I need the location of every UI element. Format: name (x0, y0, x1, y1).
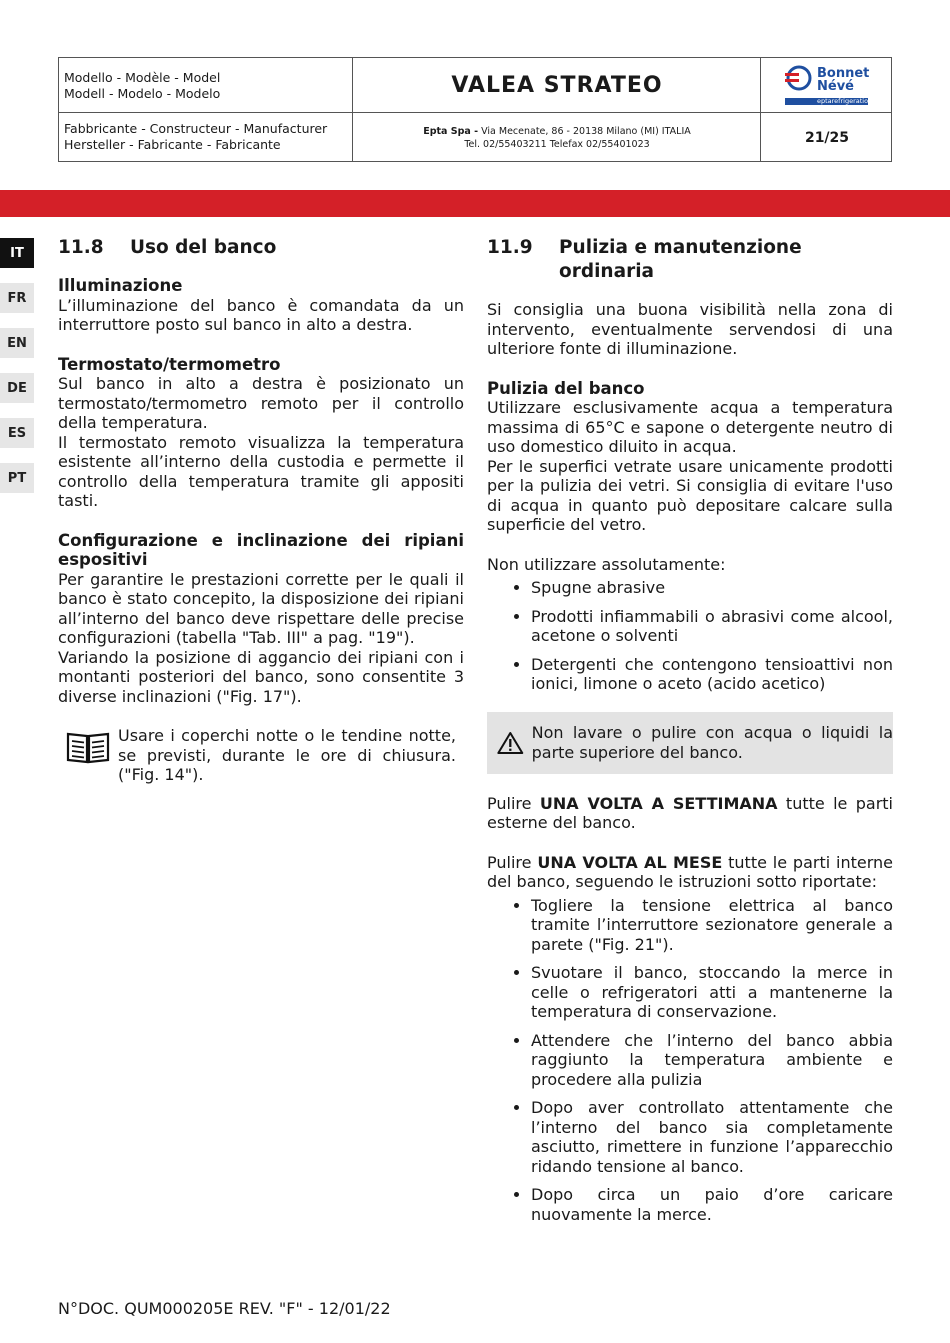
list-item: • Svuotare il banco, stoccando la merce in celle o refrigeratori atti a mantenerne la temperatura di conservazione. (531, 963, 893, 1022)
model-name: VALEA STRATEO (451, 72, 663, 98)
manufacturer-phone: Tel. 02/55403211 Telefax 02/55401023 (464, 138, 650, 150)
section-title-line: Pulizia e manutenzione (559, 237, 802, 258)
paragraph: Per garantire le prestazioni corrette per le quali il banco è stato concepito, la disposizione dei ripiani all’interno del banco deve rispettare delle precise configurazioni (tabella "Tab. III" a pag. "19"). (58, 569, 464, 647)
procedure-list (487, 896, 893, 1225)
text-run: tutte le parti esterne del banco. (487, 793, 894, 832)
subheading: Illuminazione (58, 276, 183, 295)
list-item: • Dopo aver controllato attentamente che l’interno del banco sia completamente asciutto, rimettere in funzione l’apparecchio ridando tensione al banco. (531, 1098, 893, 1176)
text-run: Pulire (487, 852, 538, 872)
emphasis: UNA VOLTA AL MESE (537, 852, 723, 872)
manufacturer-info (353, 113, 761, 162)
paragraph: Variando la posizione di aggancio dei ripiani con i montanti posteriori del banco, sono consentite 3 diverse inclinazioni ("Fig. 17"). (58, 647, 464, 706)
tab-fr[interactable]: FR (0, 283, 34, 313)
section-number: 11.9 (487, 237, 533, 258)
warning-box (487, 712, 893, 774)
list-item: • Attendere che l’interno del banco abbia raggiunto la temperatura ambiente e procedere alla pulizia (531, 1031, 893, 1090)
warning-text: Non lavare o pulire con acqua o liquidi la parte superiore del banco. (531, 723, 893, 762)
subheading: Configurazione e inclinazione dei ripiani espositivi (58, 530, 464, 569)
manufacturer-label-line: Fabbricante - Constructeur - Manufacturer (64, 121, 328, 136)
red-banner (0, 190, 950, 217)
prohibited-list (487, 578, 893, 694)
section-heading (487, 236, 893, 284)
paragraph (487, 853, 893, 892)
language-tabs (0, 238, 34, 508)
list-item: • Dopo circa un paio d’ore caricare nuovamente la merce. (531, 1185, 893, 1224)
manufacturer-company: Epta Spa - (423, 125, 479, 137)
header-table (58, 57, 892, 162)
model-label-line: Modello - Modèle - Model (64, 70, 221, 85)
document-number: N°DOC. QUM000205E REV. "F" - 12/01/22 (58, 1299, 391, 1318)
section-title-line: ordinaria (559, 261, 655, 282)
model-label (64, 70, 220, 102)
tab-es[interactable]: ES (0, 418, 34, 448)
book-icon (66, 730, 110, 764)
left-column (58, 236, 464, 785)
list-item: • Detergenti che contengono tensioattivi non ionici, limone o aceto (acido acetico) (531, 655, 893, 694)
list-item: • Togliere la tensione elettrica al banco tramite l’interruttore sezionatore generale a parete ("Fig. 21"). (531, 896, 893, 955)
list-item: • Spugne abrasive (531, 578, 893, 598)
logo-text: Névé (817, 79, 854, 94)
logo-text: Bonnet (817, 66, 870, 81)
model-label-line: Modell - Modelo - Modelo (64, 86, 221, 101)
paragraph: Sul banco in alto a destra è posizionato un termostato/termometro remoto per il controllo della temperatura. (58, 374, 464, 432)
manufacturer-label-line: Hersteller - Fabricante - Fabricante (64, 137, 281, 152)
subheading: Pulizia del banco (487, 378, 645, 398)
manufacturer-label (64, 121, 327, 153)
paragraph: Per le superfici vetrate usare unicamente prodotti per la pulizia dei vetri. Si consiglia di evitare l'uso di acqua in quanto può depositare calcare sulla superficie del vetro. (487, 456, 893, 534)
paragraph (487, 794, 893, 833)
paragraph: Il termostato remoto visualizza la temperatura esistente all’interno della custodia e permette il controllo della temperatura tramite gli appositi tasti. (58, 432, 464, 510)
bonnet-neve-logo (761, 58, 893, 112)
paragraph: L’illuminazione del banco è comandata da un interruttore posto sul banco in alto a destra. (58, 295, 464, 334)
section-title: Uso del banco (130, 237, 277, 258)
page-number: 21/25 (804, 129, 850, 146)
paragraph: Si consiglia una buona visibilità nella zona di intervento, eventualmente servendosi di una ulteriore fonte di illuminazione. (487, 300, 893, 358)
warning-icon (497, 725, 524, 761)
tab-pt[interactable]: PT (0, 463, 34, 493)
text-run: tutte le parti interne del banco, seguendo le istruzioni sotto riportate: (487, 852, 893, 891)
emphasis: UNA VOLTA A SETTIMANA (539, 793, 778, 813)
manufacturer-address: Via Mecenate, 86 - 20138 Milano (MI) ITALIA (478, 125, 691, 137)
paragraph: Non utilizzare assolutamente: (487, 554, 726, 574)
section-heading (58, 236, 464, 260)
right-column (487, 236, 893, 1233)
note-text: Usare i coperchi notte o le tendine notte, se previsti, durante le ore di chiusura. ("Fig. 14"). (118, 726, 456, 784)
tab-en[interactable]: EN (0, 328, 34, 358)
tab-de[interactable]: DE (0, 373, 34, 403)
text-run: Pulire (487, 793, 540, 813)
subheading: Termostato/termometro (58, 354, 281, 374)
list-item: • Prodotti infiammabili o abrasivi come alcool, acetone o solventi (531, 607, 893, 646)
section-number: 11.8 (58, 237, 104, 258)
manual-note (58, 726, 464, 785)
tab-it[interactable]: IT (0, 238, 34, 268)
section-title (559, 236, 802, 284)
paragraph: Utilizzare esclusivamente acqua a temperatura massima di 65°C e sapone o detergente neutro di uso domestico diluito in acqua. (487, 398, 893, 456)
logo-tagline: eptarefrigeration (817, 97, 873, 105)
